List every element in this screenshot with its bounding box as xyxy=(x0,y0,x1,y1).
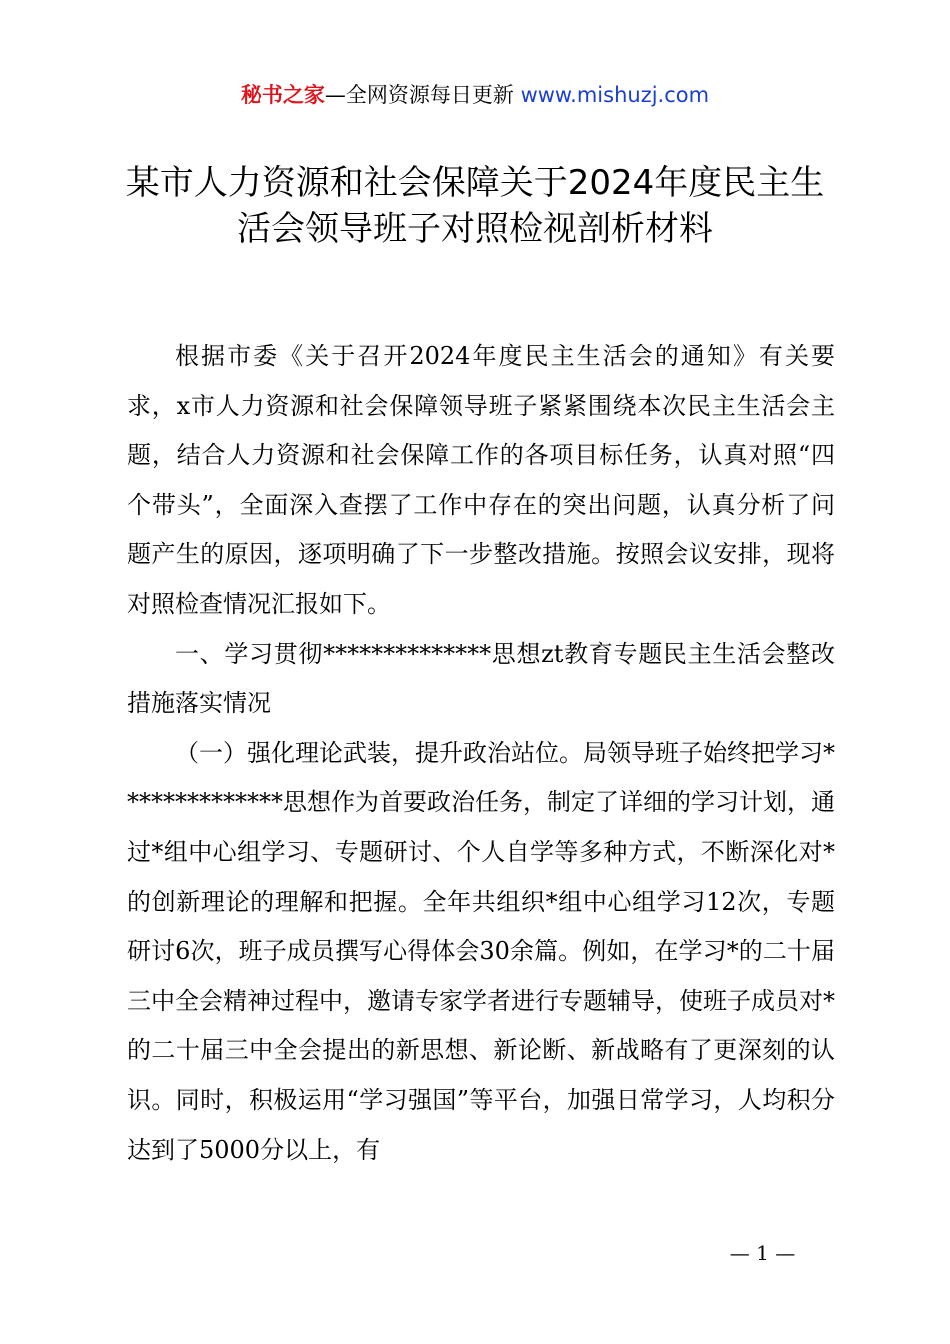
document-title: 某市人力资源和社会保障关于2024年度民主生活会领导班子对照检视剖析材料 xyxy=(125,163,825,249)
subsection-paragraph: （一）强化理论武装，提升政治站位。局领导班子始终把学习**************思想作为首要政治任务，制定了详细的学习计划，通过*组中心组学习、专题研讨、个人自学等多种方式，不断深化对*的创新理论的理解和把握。全年共组织*组中心组学习12次，专题研讨6次，班子成员撰写心得体会30余篇。例如，在学习*的二十届三中全会精神过程中，邀请专家学者进行专题辅导，使班子成员对*的二十届三中全会提出的新思想、新论断、新战略有了更深刻的认识。同时，积极运用“学习强国”等平台，加强日常学习，人均积分达到了5000分以上，有 xyxy=(127,738,835,1164)
page-number: — 1 — xyxy=(729,1241,796,1265)
website-url[interactable]: www.mishuzj.com xyxy=(520,83,710,107)
section-heading: 一、学习贯彻**************思想zt教育专题民主生活会整改措施落实情况 xyxy=(127,639,835,718)
document-body xyxy=(127,332,835,1175)
brand-tagline: —全网资源每日更新 xyxy=(324,83,521,107)
brand-name: 秘书之家 xyxy=(240,83,325,107)
intro-paragraph: 根据市委《关于召开2024年度民主生活会的通知》有关要求，x市人力资源和社会保障领导班子紧紧围绕本次民主生活会主题，结合人力资源和社会保障工作的各项目标任务，认真对照“四个带头”，全面深入查摆了工作中存在的突出问题，认真分析了问题产生的原因，逐项明确了下一步整改措施。按照会议安排，现将对照检查情况汇报如下。 xyxy=(127,342,835,618)
site-watermark-header xyxy=(0,80,950,110)
